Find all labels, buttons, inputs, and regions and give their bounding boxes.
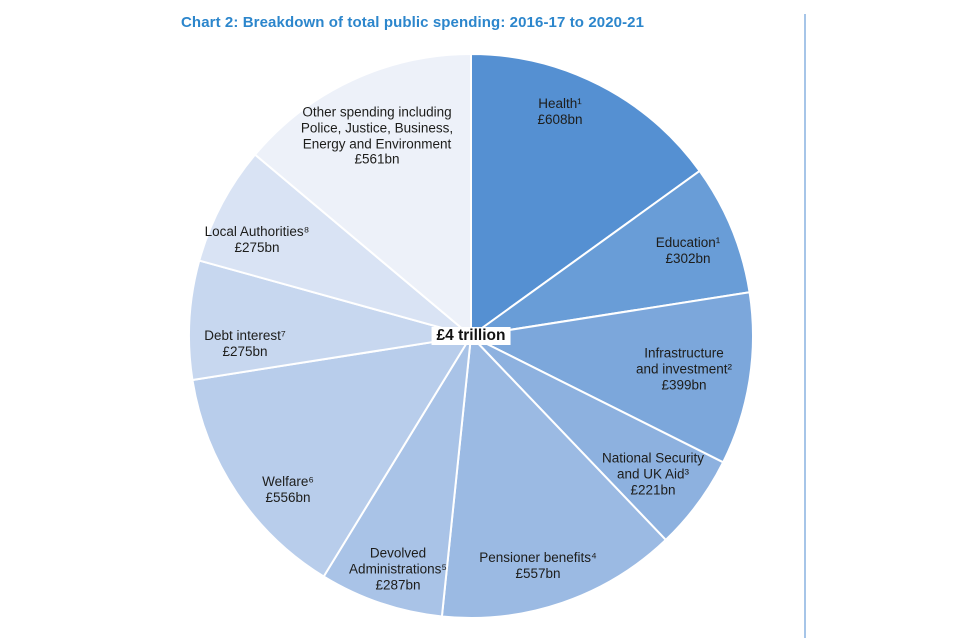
slice-label-health: Health¹ £608bn [537, 96, 583, 127]
slice-label-debt-interest: Debt interest⁷ £275bn [204, 328, 286, 359]
slice-label-other-spending: Other spending including Police, Justice, Business, Energy and Environment £561bn [300, 104, 454, 167]
slice-label-pensioner-benefits: Pensioner benefits⁴ £557bn [479, 550, 597, 581]
slice-label-devolved-administrations: Devolved Administrations⁵ £287bn [349, 545, 447, 592]
slice-label-welfare: Welfare⁶ £556bn [262, 474, 314, 505]
slice-label-education: Education¹ £302bn [655, 235, 721, 266]
slice-label-infrastructure-and-investment: Infrastructure and investment² £399bn [635, 345, 733, 392]
slice-label-local-authorities: Local Authorities⁸ £275bn [204, 224, 310, 255]
pie-center-total: £4 trillion [432, 327, 511, 345]
page-divider-line [804, 14, 806, 638]
chart-title: Chart 2: Breakdown of total public spending: 2016-17 to 2020-21 [181, 14, 645, 31]
slice-label-national-security-and-uk-aid: National Security and UK Aid³ £221bn [601, 450, 705, 497]
